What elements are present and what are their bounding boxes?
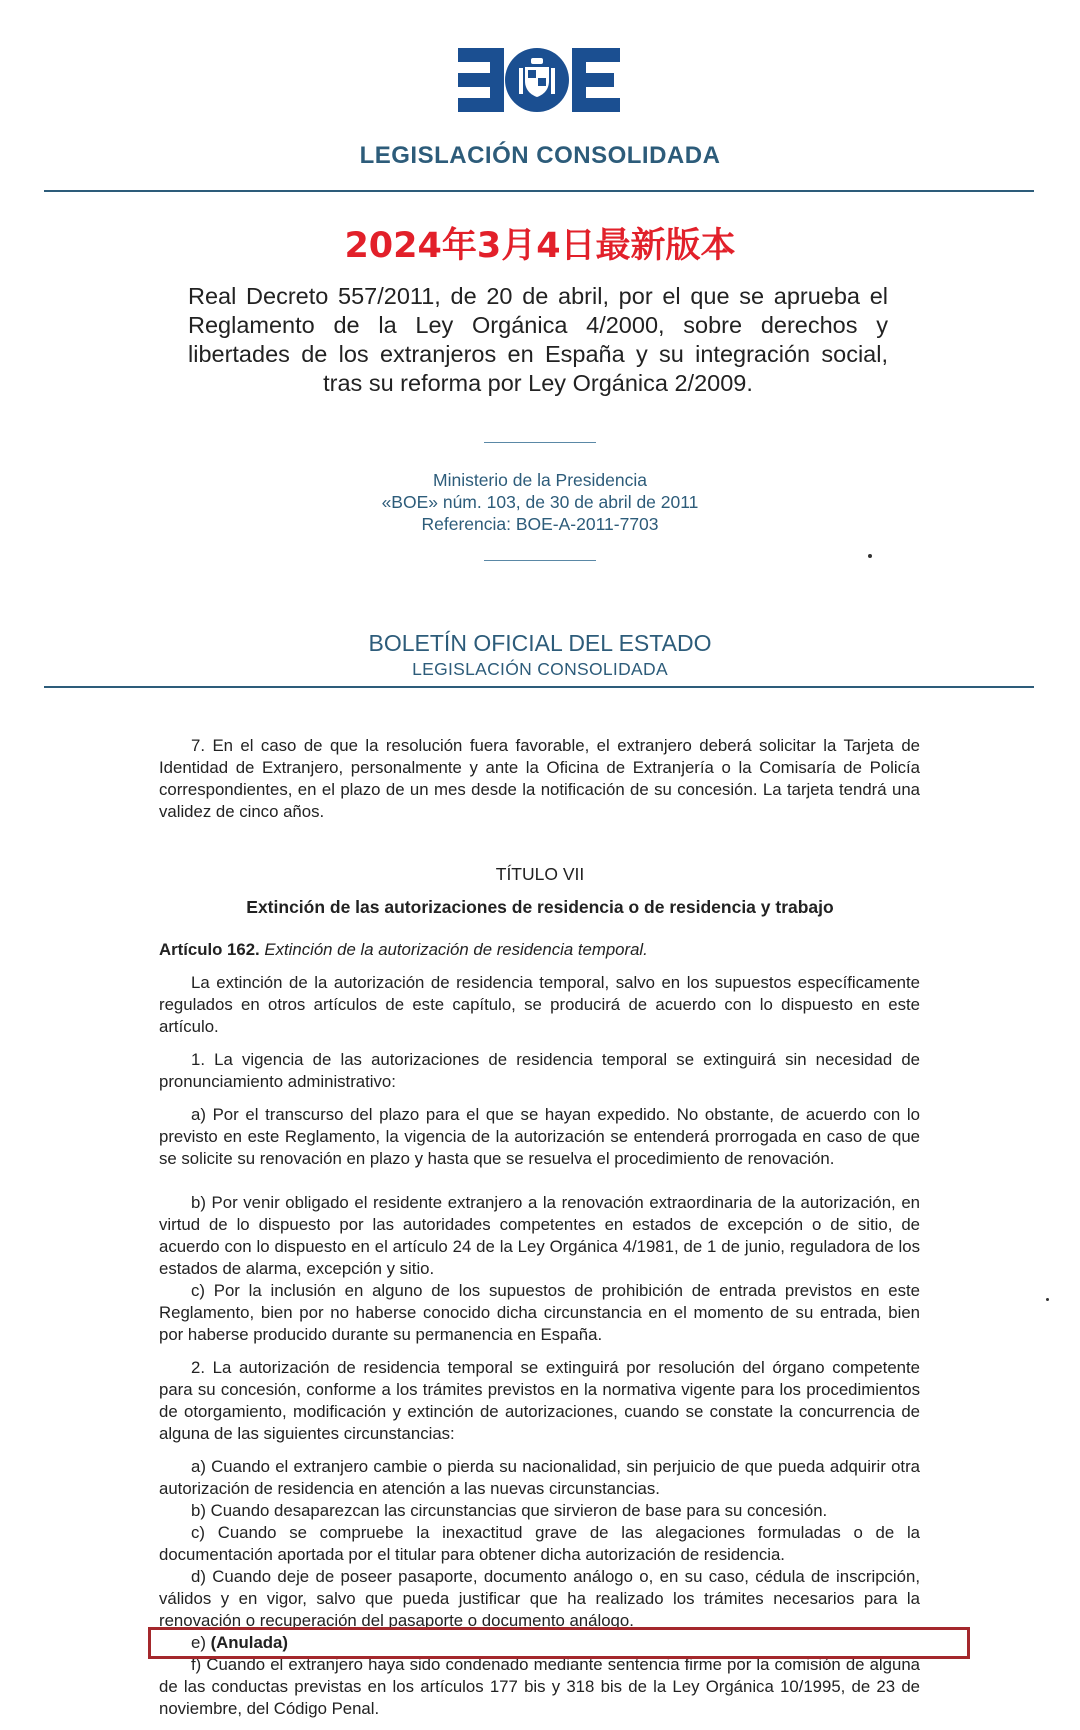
- article-title: Extinción de la autorización de residencia temporal.: [264, 940, 648, 959]
- paragraph-1b: b) Por venir obligado el residente extranjero a la renovación extraordinaria de la autorización, en virtud de lo dispuesto por las autoridades competentes en estados de excepción o de sitio, de acuerdo con lo dispuesto en el artículo 24 de la Ley Orgánica 4/1981, de 1 de junio, reguladora de los estados de alarma, excepción y sitio.: [159, 1193, 920, 1278]
- titulo-heading: Extinción de las autorizaciones de residencia o de residencia y trabajo: [246, 897, 834, 917]
- running-header-divider: [44, 686, 1034, 688]
- short-divider-bottom: [484, 560, 596, 561]
- paragraph-2b: b) Cuando desaparezcan las circunstancias que sirvieron de base para su concesión.: [191, 1501, 828, 1520]
- paragraph-1c: c) Por la inclusión en alguno de los supuestos de prohibición de entrada previstos en este Reglamento, bien por no haberse conocido dicha circunstancia en el momento de su entrada, bien por haberse producido durante su permanencia en España.: [159, 1281, 920, 1344]
- anulada-label: (Anulada): [210, 1633, 288, 1652]
- legislacion-consolidada-title: LEGISLACIÓN CONSOLIDADA: [359, 142, 721, 169]
- reference: Referencia: BOE-A-2011-7703: [421, 514, 659, 534]
- paragraph-1: 1. La vigencia de las autorizaciones de residencia temporal se extinguirá sin necesidad de pronunciamiento administrativo:: [159, 1050, 920, 1091]
- short-divider-top: [484, 442, 596, 443]
- running-header-title: BOLETÍN OFICIAL DEL ESTADO: [368, 630, 712, 656]
- article-label: Artículo 162.: [159, 940, 260, 959]
- paragraph-2d: d) Cuando deje de poseer pasaporte, documento análogo o, en su caso, cédula de inscripción, válidos y en vigor, salvo que pueda justificar que ha realizado los trámites necesarios para la renovación o recuperación del pasaporte o documento análogo.: [159, 1567, 920, 1630]
- paragraph-2f: f) Cuando el extranjero haya sido condenado mediante sentencia firme por la comisión de alguna de las conductas previstas en los artículos 177 bis y 318 bis de la Ley Orgánica 10/1995, de 23 de noviembre, del Código Penal.: [159, 1655, 920, 1718]
- article-intro: La extinción de la autorización de residencia temporal, salvo en los supuestos específicamente regulados en otros artículos de este capítulo, se producirá de acuerdo con lo dispuesto en este artículo.: [159, 973, 920, 1036]
- paragraph-2e-prefix: e): [191, 1633, 206, 1652]
- highlight-box: [148, 1627, 970, 1659]
- titulo-label: TÍTULO VII: [495, 864, 585, 884]
- ministry: Ministerio de la Presidencia: [433, 470, 647, 490]
- speck-mark-2: [1046, 1298, 1049, 1301]
- paragraph-1a: a) Por el transcurso del plazo para el que se hayan expedido. No obstante, de acuerdo con lo previsto en este Reglamento, la vigencia de la autorización se entenderá prorrogada en caso de que se solicite su renovación en plazo y hasta que se resuelva el procedimiento de renovación.: [159, 1105, 920, 1168]
- decree-title: Real Decreto 557/2011, de 20 de abril, por el que se aprueba el Reglamento de la Ley Orgánica 4/2000, sobre derechos y libertades de los extranjeros en España y su integración social, tras su reforma por Ley Orgánica 2/2009.: [188, 283, 888, 396]
- version-stamp: 2024年3月4日最新版本: [344, 226, 736, 266]
- paragraph-2c: c) Cuando se compruebe la inexactitud grave de las alegaciones formuladas o de la documentación aportada por el titular para obtener dicha autorización de residencia.: [159, 1523, 920, 1564]
- running-header-subtitle: LEGISLACIÓN CONSOLIDADA: [412, 659, 668, 679]
- paragraph-2: 2. La autorización de residencia temporal se extinguirá por resolución del órgano competente para su concesión, conforme a los trámites previstos en la normativa vigente para los procedimientos de otorgamiento, modificación y extinción de autorizaciones, cuando se constate la concurrencia de alguna de las siguientes circunstancias:: [159, 1358, 920, 1443]
- speck-mark: [868, 554, 872, 558]
- boe-logo: [458, 48, 620, 112]
- paragraph-7: 7. En el caso de que la resolución fuera favorable, el extranjero deberá solicitar la Tarjeta de Identidad de Extranjero, personalmente y ante la Oficina de Extranjería o la Comisaría de Policía correspondientes, en el plazo de un mes desde la notificación de su concesión. La tarjeta tendrá una validez de cinco años.: [159, 736, 920, 821]
- header-divider: [44, 190, 1034, 192]
- paragraph-2a: a) Cuando el extranjero cambie o pierda su nacionalidad, sin perjuicio de que pueda adquirir otra autorización de residencia en atención a las nuevas circunstancias.: [159, 1457, 920, 1498]
- boe-number: «BOE» núm. 103, de 30 de abril de 2011: [381, 492, 699, 512]
- article-heading: [159, 939, 920, 961]
